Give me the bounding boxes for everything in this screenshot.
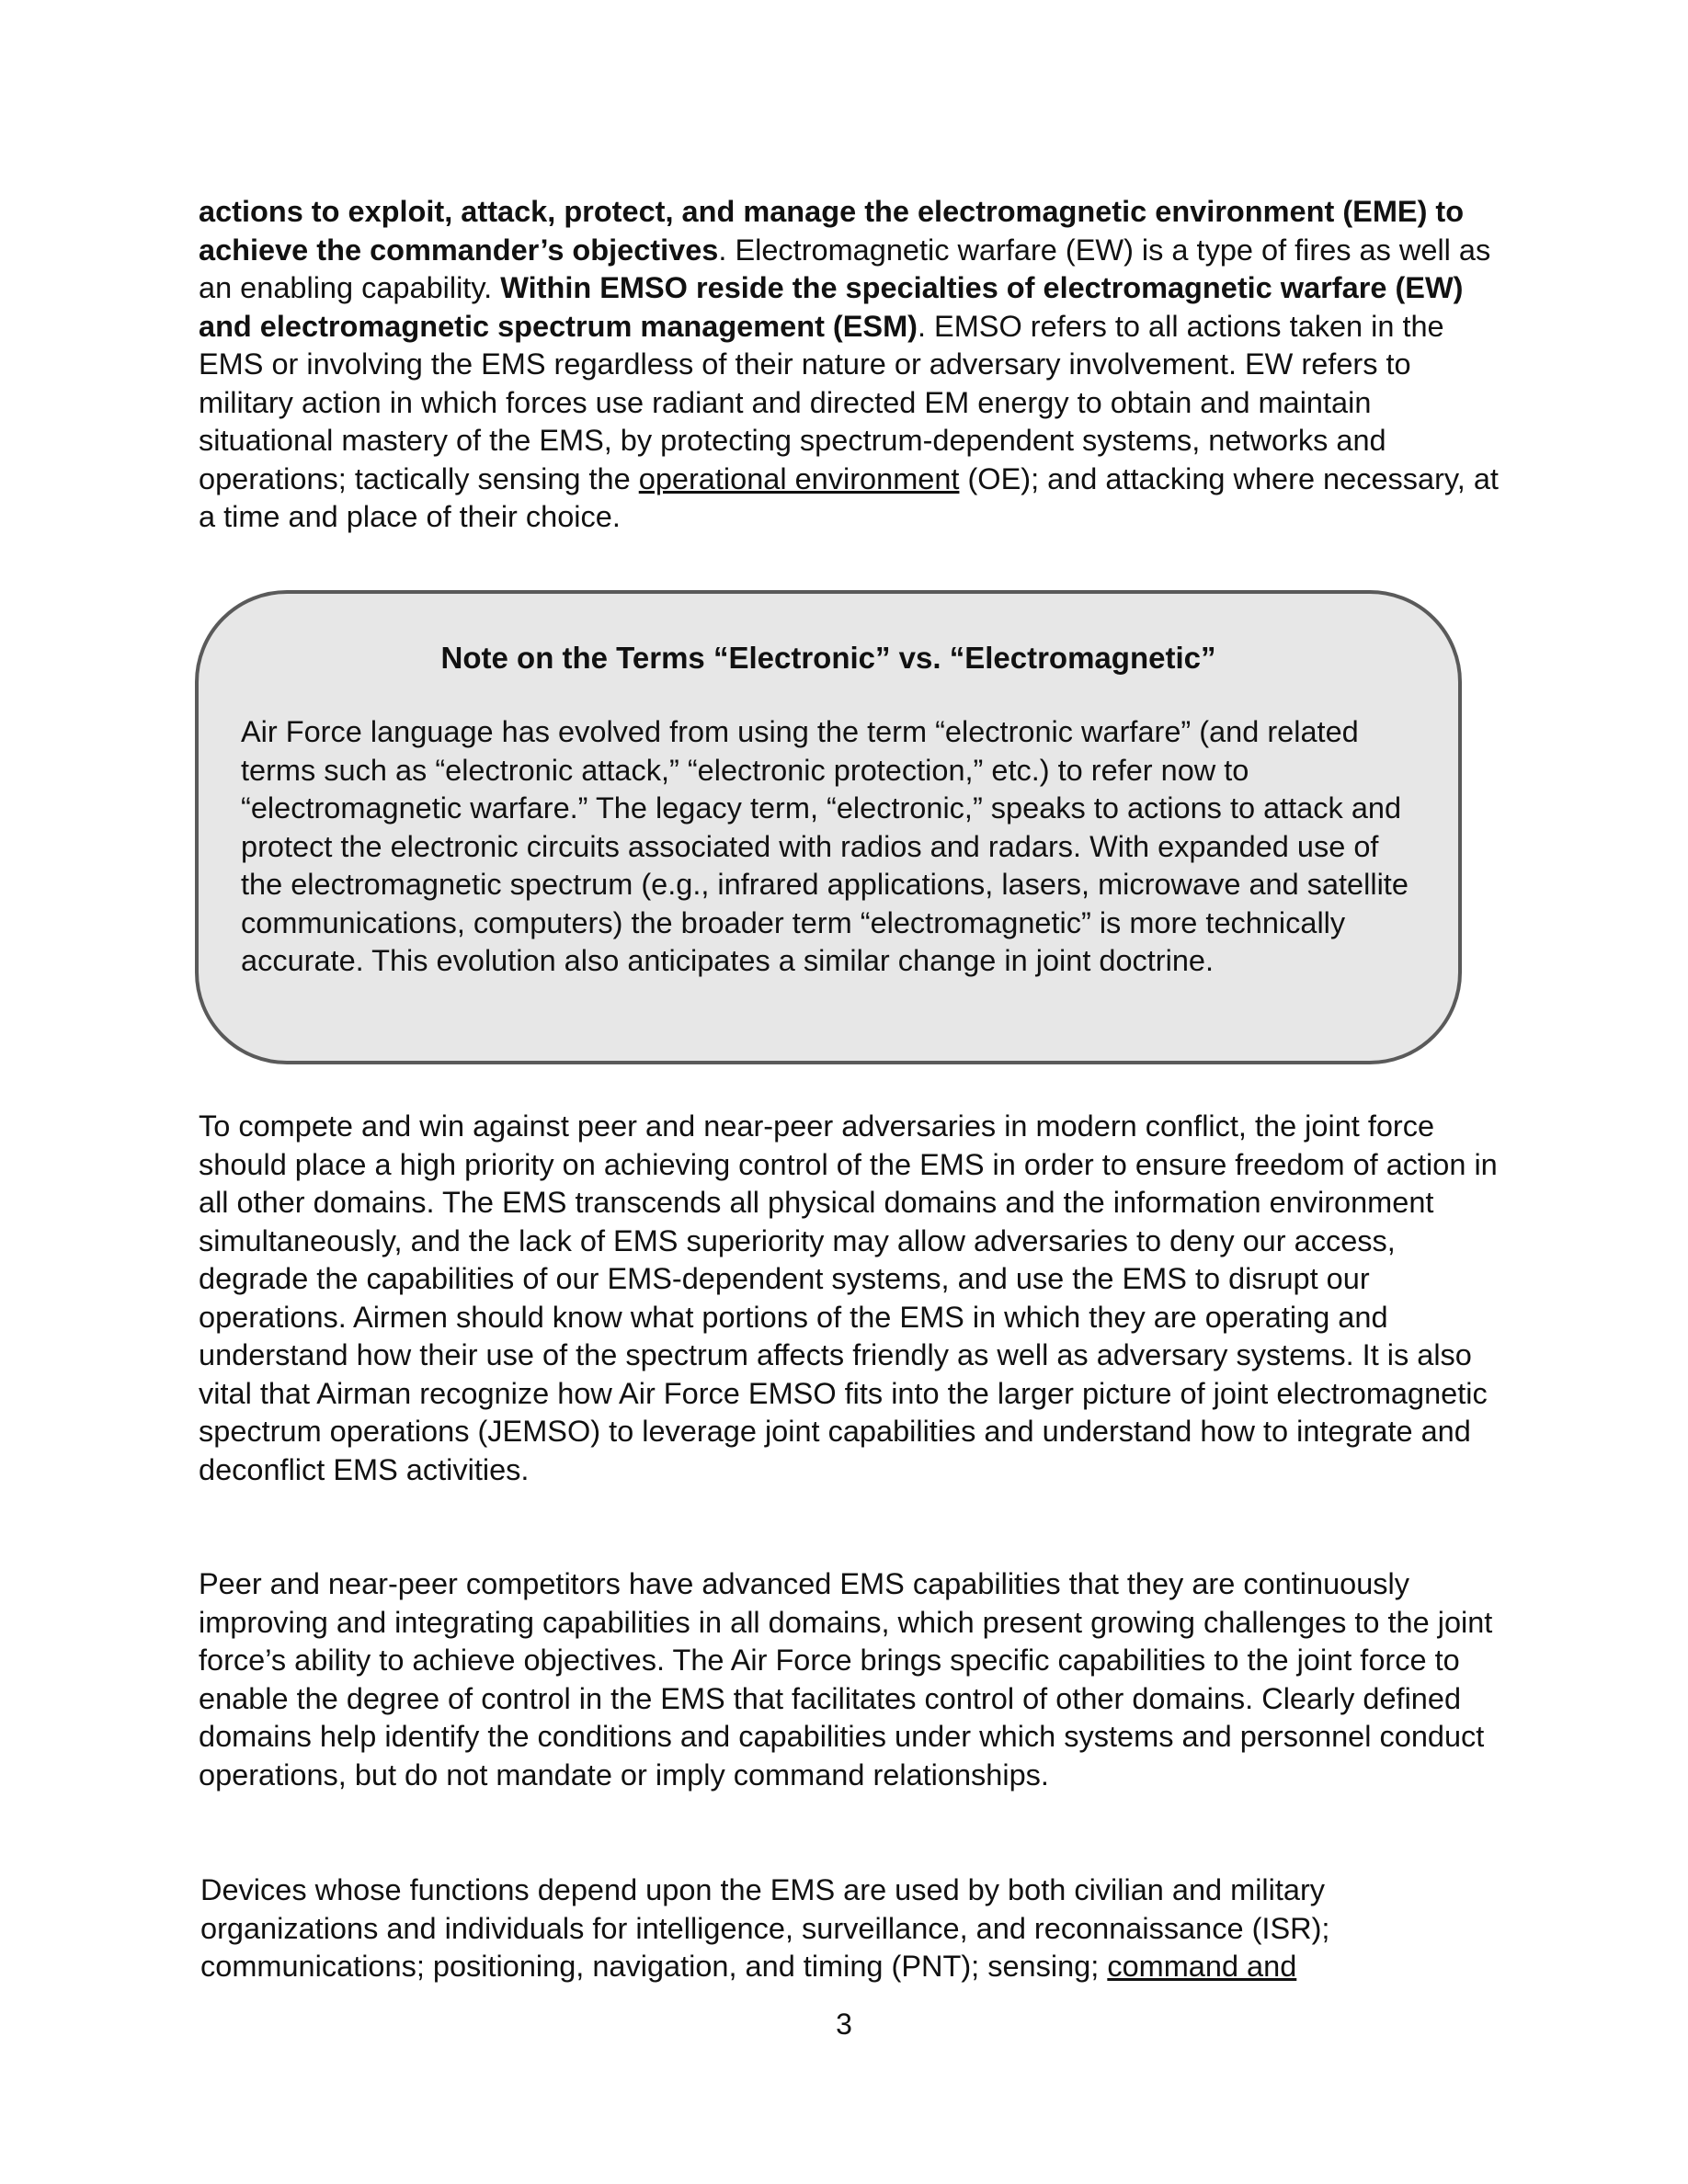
text-emso-ew-definition: . EMSO refers to all actions taken in the EMS or involving the EMS regardless of their nature or adversary involvement. EW refers to military action in which forces use radiant and directed EM energy to obtain and maintain situational mastery of the EMS, by protecting spectrum-dependent systems, networks and operations; tactically sensing the — [199, 309, 1444, 495]
link-command-and-control[interactable]: command and — [1107, 1950, 1297, 1983]
paragraph-peer-competitors: Peer and near-peer competitors have advanced EMS capabilities that they are continuously improving and integrating capabilities in all domains, which present growing challenges to the joint force’s ability to achieve objectives. The Air Force brings specific capabilities to the joint force to enable the degree of control in the EMS that facilitates control of other domains. Clearly defined domains help identify the conditions and capabilities under which systems and personnel conduct operations, but do not mandate or imply command relationships. — [199, 1567, 1493, 1792]
bold-emso-specialties: Within EMSO reside the specialties of electromagnetic warfare (EW) and electromagnetic spectrum management (ESM) — [199, 271, 1464, 343]
text-oe-attacking: (OE); and attacking where necessary, at a time and place of their choice. — [199, 461, 1499, 533]
bold-emso-purpose: actions to exploit, attack, protect, and manage the electromagnetic environment (EME) to achieve the commander’s objectives — [199, 195, 1465, 267]
link-operational-environment[interactable]: operational environment — [638, 461, 960, 495]
paragraph-compete-and-win: To compete and win against peer and near-peer adversaries in modern conflict, the joint force should place a high priority on achieving control of the EMS in order to ensure freedom of action in all other domains. The EMS transcends all physical domains and the information environment simultaneously, and the lack of EMS superiority may allow adversaries to deny our access, degrade the capabilities of our EMS-dependent systems, and use the EMS to disrupt our operations. Airmen should know what portions of the EMS in which they are operating and understand how their use of the spectrum affects friendly as well as adversary systems. It is also vital that Airman recognize how Air Force EMSO fits into the larger picture of joint electromagnetic spectrum operations (JEMSO) to leverage joint capabilities and understand how to integrate and deconflict EMS activities. — [199, 1109, 1498, 1486]
note-callout-box — [195, 590, 1462, 1064]
paragraph-emso-definition — [199, 193, 1504, 537]
note-title: Note on the Terms “Electronic” vs. “Electromagnetic” — [440, 641, 1216, 675]
paragraph-ems-devices — [200, 1871, 1506, 1986]
note-body: Air Force language has evolved from using the term “electronic warfare” (and related terms such as “electronic attack,” “electronic protection,” etc.) to refer now to “electromagnetic warfare.” The legacy term, “electronic,” speaks to actions to attack and protect the electronic circuits associated with radios and radars. With expanded use of the electromagnetic spectrum (e.g., infrared applications, lasers, microwave and satellite communications, computers) the broader term “electromagnetic” is more technically accurate. This evolution also anticipates a similar change in joint doctrine. — [241, 715, 1409, 977]
page-number: 3 — [836, 2008, 852, 2041]
text-ew-fires: . Electromagnetic warfare (EW) is a type of fires as well as an enabling capability. — [199, 233, 1491, 304]
text-ems-devices: Devices whose functions depend upon the EMS are used by both civilian and military organizations and individuals for intelligence, surveillance, and reconnaissance (ISR); communications; positioning, navigation, and timing (PNT); sensing; — [200, 1873, 1330, 1983]
